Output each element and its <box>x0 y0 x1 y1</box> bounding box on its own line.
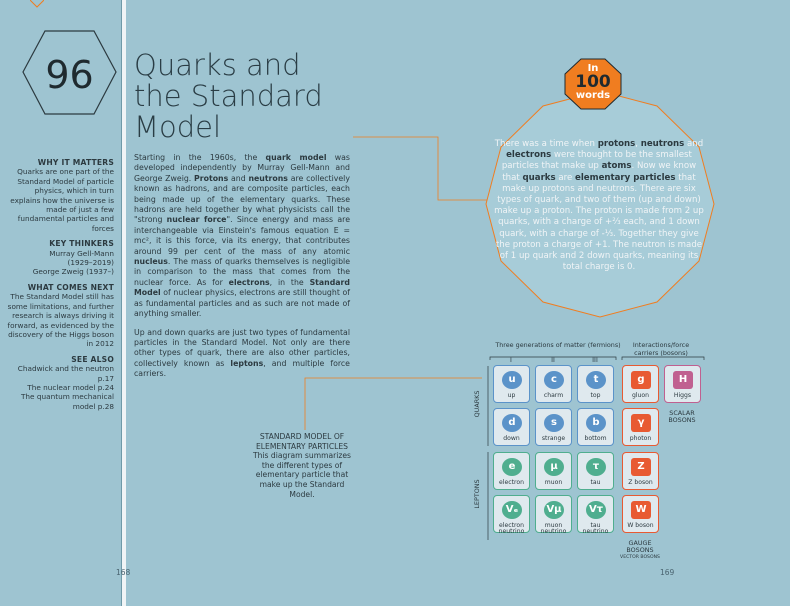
particle-symbol: τ <box>586 458 606 476</box>
gen-label-1: I <box>510 356 512 364</box>
particle-card-muon-neutrino <box>535 495 572 536</box>
particle-name: tau <box>590 479 601 486</box>
gauge-bosons-label: GAUGE BOSONS <box>626 539 654 554</box>
next-text: The Standard Model still has some limitations, and further research is always driving it forward, as evidenced by the discovery of the Higgs boson in 2012 <box>7 292 114 349</box>
leptons-label: LEPTONS <box>473 479 481 509</box>
particle-symbol: t <box>586 371 606 389</box>
title-line-3: Model <box>134 110 222 144</box>
particle-name: down <box>503 435 520 442</box>
chapter-number: 96 <box>45 53 94 97</box>
particle-name: W boson <box>627 522 654 529</box>
particle-symbol: Vτ <box>586 501 606 519</box>
particle-card-gluon <box>622 365 659 403</box>
particle-name: gluon <box>631 392 649 399</box>
particle-name: Higgs <box>673 392 692 399</box>
particle-card-muon <box>535 452 572 490</box>
scalar-bosons-label: SCALAR BOSONS <box>668 409 696 424</box>
particle-symbol: b <box>586 414 606 432</box>
particle-symbol: e <box>502 458 522 476</box>
page-number-left: 168 <box>116 568 131 577</box>
in-100-words-label: In 100 words <box>575 63 611 101</box>
title-line-1: Quarks and <box>134 48 301 82</box>
see-item-3: The quantum mechanical model p.28 <box>20 392 114 411</box>
particle-card-photon <box>622 408 659 446</box>
particle-symbol: H <box>673 371 693 389</box>
gen-label-3: III <box>592 356 598 364</box>
why-text: Quarks are one part of the Standard Model of particle physics, which in turn explains how the universe is made of just a few fundamental particles and forces <box>10 167 114 233</box>
thinker-2: George Zweig (1937–) <box>32 267 114 277</box>
body-paragraph-1: Starting in the 1960s, the quark model was developed independently by Murray Gell-Mann and George Zweig. Protons and neutrons are collectively known as hadrons, and are composite particles, each being made up of the elementary quarks. These hadrons are held together by what physicists call the "strong nuclear force". Since energy and mass are interchangeable via Einstein's famous equation E = mc², it is this force, via its energy, that contributes around 99 per cent of the mass of any atomic nucleus. The mass of quarks themselves is negligible in comparison to the mass that comes from the nuclear force. As for electrons, in the Standard Model of nuclear physics, electrons are still thought of as fundamental particles and as such are not made of anything smaller. <box>134 153 350 319</box>
title-line-2: the Standard <box>134 79 323 113</box>
particle-symbol: d <box>502 414 522 432</box>
see-heading: SEE ALSO <box>71 354 114 364</box>
thinkers-heading: KEY THINKERS <box>49 239 114 249</box>
particle-card-w-boson <box>622 495 659 533</box>
particle-name: muon <box>544 479 563 486</box>
particle-card-tau <box>577 452 614 490</box>
body-paragraph-2: Up and down quarks are just two types of fundamental particles in the Standard Model. Not only are there other types of quark, there are also other particles, collectively known as leptons, and multiple force carriers. <box>134 327 350 379</box>
diagram-caption: STANDARD MODEL OF ELEMENTARY PARTICLES This diagram summarizes the different types of elementary particle that make up the Standard Model. <box>253 432 351 499</box>
particle-name: photon <box>629 435 652 442</box>
particle-card-bottom <box>577 408 614 446</box>
page-number-right: 169 <box>660 568 675 577</box>
particle-card-electron-neutrino <box>493 495 530 536</box>
particle-card-higgs <box>664 365 701 403</box>
particle-card-strange <box>535 408 572 446</box>
thinker-1-dates: (1929–2019) <box>67 258 114 268</box>
force-heading: Interactions/force carriers (bosons) <box>632 341 690 357</box>
particle-name: muon neutrino <box>540 522 567 536</box>
matter-heading: Three generations of matter (fermions) <box>495 341 621 349</box>
particle-name: electron <box>499 479 524 486</box>
gen-label-2: II <box>551 356 555 364</box>
vector-bosons-label: VECTOR BOSONS <box>620 555 660 560</box>
thinker-1: Murray Gell-Mann <box>49 248 114 258</box>
particle-symbol: Vµ <box>544 501 564 519</box>
particle-name: strange <box>541 435 566 442</box>
particle-symbol: s <box>544 414 564 432</box>
particle-symbol: Z <box>631 458 651 476</box>
particle-name: electron neutrino <box>498 522 525 536</box>
particle-card-tau-neutrino <box>577 495 614 536</box>
particle-name: up <box>507 392 516 399</box>
particle-symbol: g <box>631 371 651 389</box>
particle-symbol: c <box>544 371 564 389</box>
particle-card-charm <box>535 365 572 403</box>
particle-card-down <box>493 408 530 446</box>
particle-card-electron <box>493 452 530 490</box>
particle-card-z-boson <box>622 452 659 490</box>
particle-name: charm <box>543 392 564 399</box>
summary-text: There was a time when protons, neutrons and electrons were thought to be the smallest particles that make up atoms. Now we know that quarks are elementary particles that make up protons and neutrons. There are six types of quark, and two of them (up and down) make up a proton. The proton is made from 2 up quarks, with a charge of +⅔ each, and 1 down quark, with a charge of -⅓. Together they give the proton a charge of +1. The neutron is made of 1 up quark and 2 down quarks, meaning its total charge is 0. <box>494 139 704 273</box>
particle-name: top <box>590 392 601 399</box>
see-item-1: Chadwick and the neutron p.17 <box>17 364 114 383</box>
particle-symbol: μ <box>544 458 564 476</box>
see-item-2: The nuclear model p.24 <box>27 382 114 392</box>
particle-symbol: Vₑ <box>502 501 522 519</box>
particle-name: tau neutrino <box>582 522 609 536</box>
particle-symbol: W <box>631 501 651 519</box>
particle-symbol: γ <box>631 414 651 432</box>
particle-name: Z boson <box>628 479 653 486</box>
next-heading: WHAT COMES NEXT <box>27 282 114 292</box>
particle-card-top <box>577 365 614 403</box>
particle-card-up <box>493 365 530 403</box>
particle-name: bottom <box>584 435 607 442</box>
quarks-label: QUARKS <box>473 390 481 418</box>
why-heading: WHY IT MATTERS <box>37 158 114 167</box>
particle-symbol: u <box>502 371 522 389</box>
